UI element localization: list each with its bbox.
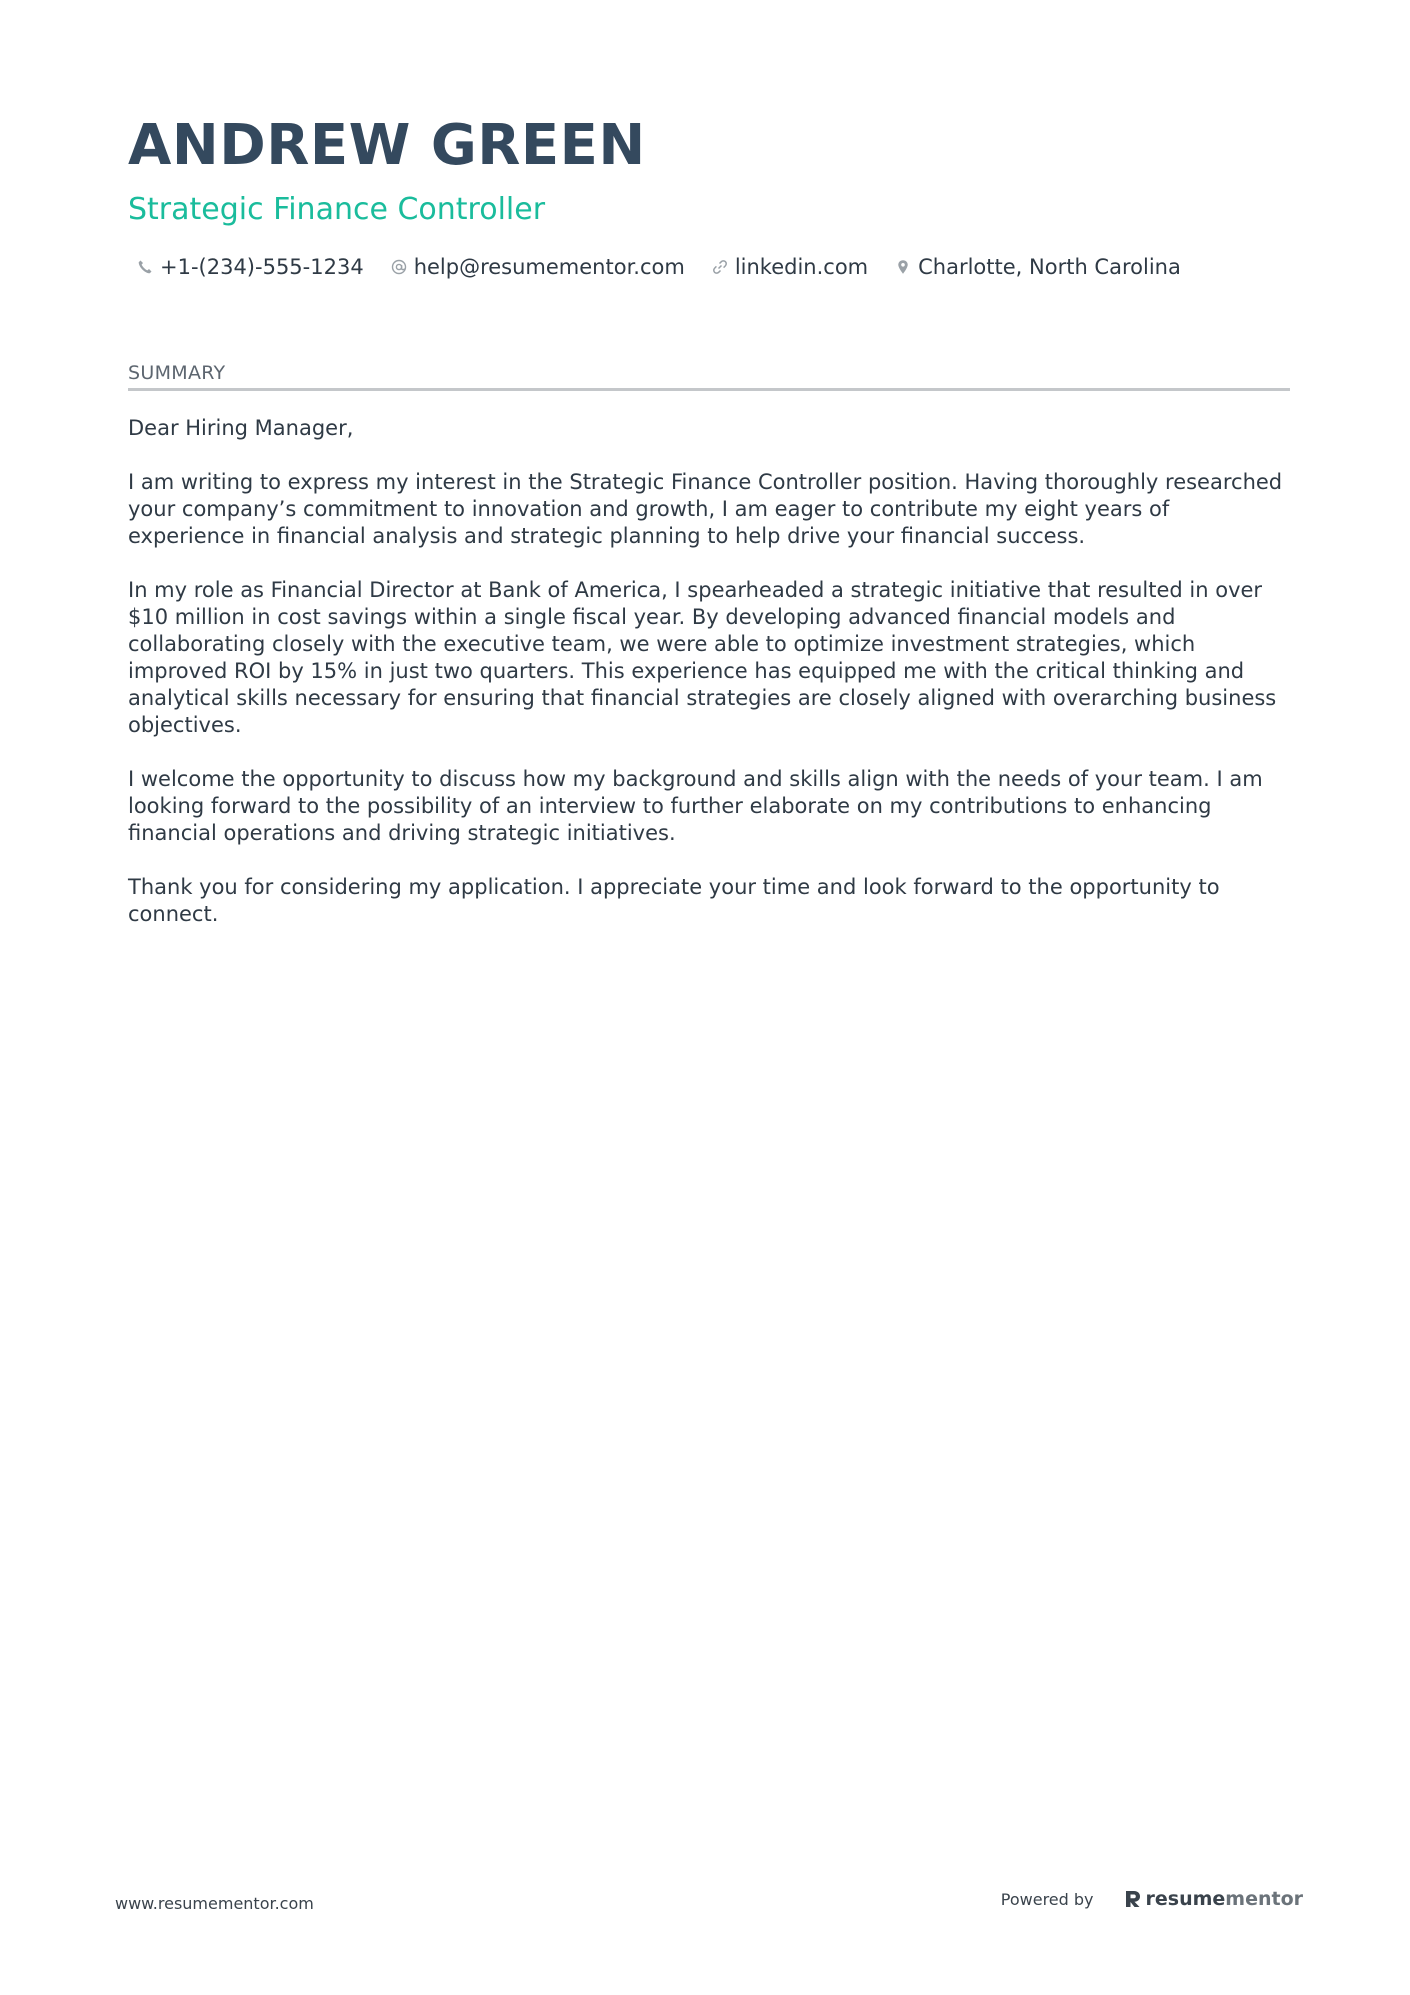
email-text[interactable]: help@resumementor.com [413,255,685,279]
powered-by-label: Powered by [1000,1889,1094,1909]
contact-email [390,255,685,279]
letter-paragraph: Thank you for considering my application. I appreciate your time and look forward to the opportunity to connect. [128,875,1220,926]
location-pin-icon [894,258,912,276]
brand-name-bold: resume [1145,1888,1226,1910]
header [128,108,1288,282]
contact-linkedin [711,255,868,279]
linkedin-text[interactable]: linkedin.com [734,255,869,279]
location-text: Charlotte, North Carolina [918,255,1181,279]
contact-row [128,252,1288,282]
footer-website[interactable]: www.resumementor.com [115,1894,314,1913]
salutation: Dear Hiring Manager, [128,416,354,440]
at-icon [390,258,408,276]
phone-icon [136,258,154,276]
candidate-name: ANDREW GREEN [128,113,646,178]
section-title: SUMMARY [128,362,1290,391]
contact-phone [136,255,364,279]
link-icon [711,258,729,276]
candidate-role: Strategic Finance Controller [128,192,546,227]
brand-name-light: mentor [1225,1888,1303,1910]
summary-section [128,362,1290,955]
contact-location [894,255,1181,279]
letter-body [128,415,1290,928]
brand-logo[interactable] [1124,1888,1304,1910]
letter-paragraph: I welcome the opportunity to discuss how my background and skills align with the needs of your team. I am looking forward to the possibility of an interview to further elaborate on my contributions to enhancing financial operations and driving strategic initiatives. [128,767,1263,845]
letter-paragraph: I am writing to express my interest in the Strategic Finance Controller position. Having thoroughly researched your company’s commitment to innovation and growth, I am eager to contribute my eight years of experience in financial analysis and strategic planning to help drive your financial success. [128,470,1283,548]
footer-branding [1001,1888,1303,1910]
phone-text[interactable]: +1-(234)-555-1234 [160,255,364,279]
resumementor-logo-icon [1124,1889,1142,1909]
letter-paragraph: In my role as Financial Director at Bank of America, I spearheaded a strategic initiative that resulted in over $10 million in cost savings within a single fiscal year. By developing advanced financial models and collaborating closely with the executive team, we were able to optimize investment strategies, which improved ROI by 15% in just two quarters. This experience has equipped me with the critical thinking and analytical skills necessary for ensuring that financial strategies are closely aligned with overarching business objectives. [128,578,1277,737]
